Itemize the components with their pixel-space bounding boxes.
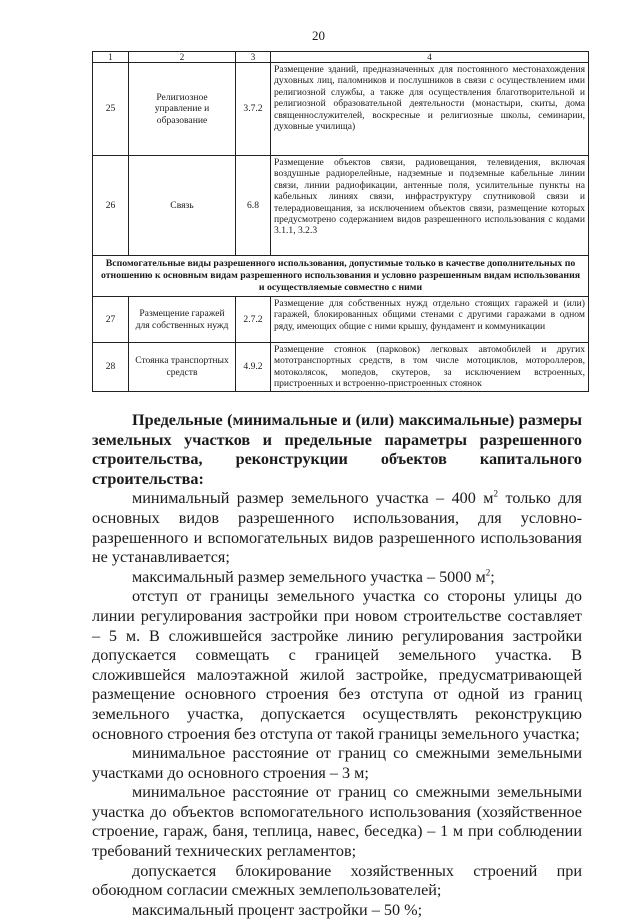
use-type-code: 3.7.2: [236, 63, 271, 156]
paragraph-min-area: [92, 489, 582, 567]
row-number: 26: [93, 156, 129, 256]
table-row: [93, 156, 589, 256]
paragraph-max-area: [92, 568, 582, 588]
use-type-description: Размещение зданий, предназначенных для постоянного местонахождения духовных лиц, паломников и послушников в связи с осуществлением ими религиозной службы, а также для осуществления благотворительной и религиозной образовательной деятельности (монастыри, скиты, дома священнослужителей, воскресные и религиозные школы, семинарии, духовные училища): [271, 63, 589, 156]
min-area-text-tail: только для основных видов разрешенного использования, для условно-разрешенного и вспомогательных видов разрешенного использования не устанавливается;: [92, 489, 582, 567]
use-type-description: Размещение для собственных нужд отдельно стоящих гаражей и (или) гаражей, блокированных общими стенами с другими гаражами в одном ряду, имеющих общие с ними крышу, фундамент и коммуникации: [271, 297, 589, 343]
column-header: 4: [271, 52, 589, 63]
use-type-code: 2.7.2: [236, 297, 271, 343]
superscript: 2: [485, 567, 491, 578]
table-row: [93, 63, 589, 156]
table-row: [93, 343, 589, 392]
use-type-name: Религиозное управление и образование: [129, 63, 236, 156]
paragraph-min-distance-main: минимальное расстояние от границ со смежными земельными участками до основного строения – 3 м;: [92, 744, 582, 782]
use-type-name: Стоянка транспортных средств: [129, 343, 236, 392]
table-row: [93, 297, 589, 343]
use-type-code: 6.8: [236, 156, 271, 256]
column-header: 2: [129, 52, 236, 63]
use-type-name: Размещение гаражей для собственных нужд: [129, 297, 236, 343]
paragraph-setback: отступ от границы земельного участка со стороны улицы до линии регулирования застройки при новом строительстве составляет – 5 м. В сложившейся застройке линию регулирования застройки допускается совмещать с границей земельного участка. В сложившейся малоэтажной жилой застройке, предусматривающей размещение основного строения без отступа от одной из границ земельного участка, допускается осуществлять реконструкцию основного строения без отступа от такой границы земельного участка;: [92, 587, 582, 743]
row-number: 28: [93, 343, 129, 392]
body-text: [92, 411, 582, 920]
row-number: 27: [93, 297, 129, 343]
section-title: Вспомогательные виды разрешенного использования, допустимые только в качестве дополнительных по отношению к основным видам разрешенного использования и условно разрешенным видам использования и осуществляемые совместно с ними: [93, 256, 589, 297]
paragraph-blocking: допускается блокирование хозяйственных строений при обоюдном согласии смежных землепользователей;: [92, 861, 582, 900]
superscript: 2: [493, 488, 499, 499]
table-header-row: [93, 52, 589, 63]
section-heading: Предельные (минимальные и (или) максимальные) размеры земельных участков и предельные параметры разрешенного строительства, реконструкции объектов капитального строительства:: [92, 411, 582, 488]
use-type-description: Размещение объектов связи, радиовещания, телевидения, включая воздушные радиорелейные, надземные и подземные кабельные линии связи, линии радиофикации, антенные поля, усилительные пункты на кабельных линиях связи, инфраструктуру спутниковой связи и телерадиовещания, за исключением объектов связи, размещение которых предусмотрено содержанием видов разрешенного использования с кодами 3.1.1, 3.2.3: [271, 156, 589, 256]
column-header: 1: [93, 52, 129, 63]
min-area-text: минимальный размер земельного участка – 400 м: [132, 489, 494, 508]
use-type-name: Связь: [129, 156, 236, 256]
max-area-text-tail: ;: [490, 567, 495, 586]
row-number: 25: [93, 63, 129, 156]
page-number: 20: [312, 28, 325, 43]
paragraph-min-distance-aux: минимальное расстояние от границ со смежными земельными участка до объектов вспомогательного использования (хозяйственное строение, гараж, баня, теплица, навес, беседка) – 1 м при соблюдении требований технических регламентов;: [92, 783, 582, 861]
column-header: 3: [236, 52, 271, 63]
paragraph-max-coverage: максимальный процент застройки – 50 %;: [132, 900, 423, 919]
section-header-row: [93, 256, 589, 297]
use-type-code: 4.9.2: [236, 343, 271, 392]
land-use-table: [92, 51, 589, 392]
use-type-description: Размещение стоянок (парковок) легковых автомобилей и других мототранспортных средств, в том числе мотоциклов, мотороллеров, мотоколясок, мопедов, скутеров, за исключением встроенных, пристроенных и встроенно-пристроенных стоянок: [271, 343, 589, 392]
max-area-text: максимальный размер земельного участка – 5000 м: [132, 567, 486, 586]
